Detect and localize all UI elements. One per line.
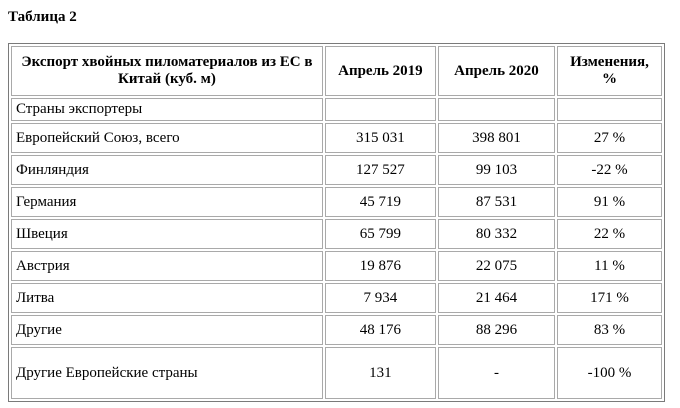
- change-cell: 91 %: [557, 187, 662, 217]
- apr2019-cell: 131: [325, 347, 436, 399]
- country-cell: Другие: [11, 315, 323, 345]
- apr2019-cell: 65 799: [325, 219, 436, 249]
- table-row: [11, 283, 662, 313]
- table-cell-empty: [438, 98, 555, 121]
- table-caption: Таблица 2: [8, 9, 77, 25]
- country-cell: Другие Европейские страны: [11, 347, 323, 399]
- apr2020-cell: 88 296: [438, 315, 555, 345]
- apr2019-cell: 7 934: [325, 283, 436, 313]
- change-cell: 11 %: [557, 251, 662, 281]
- apr2020-cell: -: [438, 347, 555, 399]
- apr2019-cell: 45 719: [325, 187, 436, 217]
- table-header-row: [11, 46, 662, 96]
- table-cell-empty: [325, 98, 436, 121]
- country-cell: Финляндия: [11, 155, 323, 185]
- table-row: [11, 315, 662, 345]
- header-april-2019: Апрель 2019: [325, 46, 436, 96]
- apr2020-cell: 398 801: [438, 123, 555, 153]
- table-row: [11, 155, 662, 185]
- change-cell: 83 %: [557, 315, 662, 345]
- table-row: [11, 187, 662, 217]
- table-row: [11, 347, 662, 399]
- country-cell: Швеция: [11, 219, 323, 249]
- country-cell: Австрия: [11, 251, 323, 281]
- apr2020-cell: 21 464: [438, 283, 555, 313]
- change-cell: 171 %: [557, 283, 662, 313]
- apr2020-cell: 99 103: [438, 155, 555, 185]
- apr2020-cell: 80 332: [438, 219, 555, 249]
- country-cell: Германия: [11, 187, 323, 217]
- header-change: Изменения, %: [557, 46, 662, 96]
- change-cell: -22 %: [557, 155, 662, 185]
- change-cell: -100 %: [557, 347, 662, 399]
- table-cell-empty: [557, 98, 662, 121]
- apr2019-cell: 48 176: [325, 315, 436, 345]
- change-cell: 22 %: [557, 219, 662, 249]
- change-cell: 27 %: [557, 123, 662, 153]
- apr2019-cell: 19 876: [325, 251, 436, 281]
- apr2020-cell: 22 075: [438, 251, 555, 281]
- table-row: [11, 219, 662, 249]
- section-label: Страны экспортеры: [11, 98, 323, 121]
- header-product: Экспорт хвойных пиломатериалов из ЕС в Китай (куб. м): [11, 46, 323, 96]
- apr2019-cell: 127 527: [325, 155, 436, 185]
- header-april-2020: Апрель 2020: [438, 46, 555, 96]
- export-table: [8, 43, 665, 402]
- section-row: [11, 98, 662, 121]
- country-cell: Европейский Союз, всего: [11, 123, 323, 153]
- apr2019-cell: 315 031: [325, 123, 436, 153]
- table-row: [11, 251, 662, 281]
- country-cell: Литва: [11, 283, 323, 313]
- apr2020-cell: 87 531: [438, 187, 555, 217]
- table-row: [11, 123, 662, 153]
